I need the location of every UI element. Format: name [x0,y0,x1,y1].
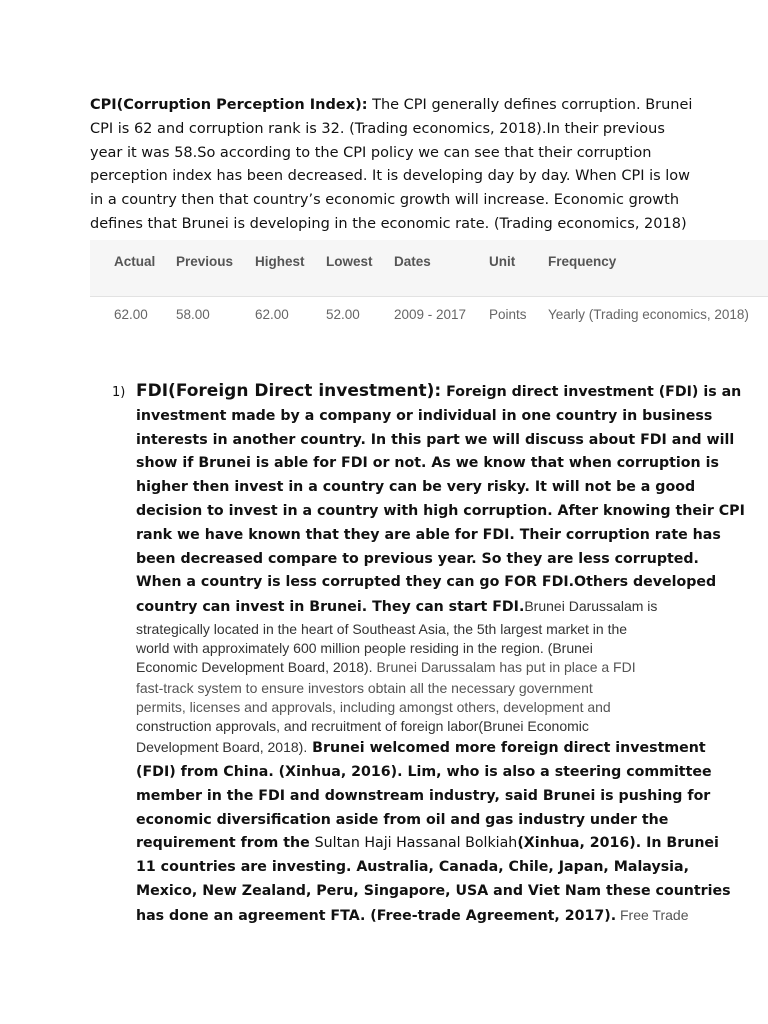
column-header: Lowest [326,254,373,269]
fdi-line: Brunei welcomed more foreign direct investment [307,740,706,757]
table-cell: 58.00 [176,307,210,322]
cpi-line: CPI is 62 and corruption rank is 32. (Trading economics, 2018).In their previous [90,120,665,137]
fdi-line: Economic Development Board, 2018). [136,659,373,676]
table-cell: 62.00 [255,307,289,322]
fdi-line: world with approximately 600 million people residing in the region. (Brunei [136,640,593,657]
list-number: 1) [112,385,126,400]
cpi-paragraph [90,94,693,237]
column-header: Highest [255,254,305,269]
fdi-line: Sultan Haji Hassanal Bolkiah [314,835,518,852]
fdi-line: rank we have known that they are able for FDI. Their corruption rate has [136,526,721,543]
fdi-line: Brunei Darussalam has put in place a FDI [372,659,636,676]
cpi-line: The CPI generally defines corruption. Brunei [367,97,693,113]
fdi-line: country can invest in Brunei. They can start FDI. [136,599,525,616]
cpi-table [90,240,768,322]
fdi-line: Free Trade [616,906,689,923]
table-cell: 62.00 [114,307,148,322]
column-header: Previous [176,254,234,269]
column-header: Actual [114,254,156,269]
cpi-line: perception index has been decreased. It is developing day by day. When CPI is low [90,168,691,185]
table-cell: Points [489,307,527,322]
fdi-paragraph [136,380,745,929]
table-cell: 2009 - 2017 [394,307,467,322]
fdi-line: member in the FDI and downstream industry, said Brunei is pushing for [136,787,711,804]
fdi-line: construction approvals, and recruitment of foreign labor(Brunei Economic [136,717,589,734]
fdi-line: has done an agreement FTA. (Free-trade Agreement, 2017). [136,907,617,924]
table-header-row [90,240,768,297]
table-cell: Yearly (Trading economics, 2018) [548,307,749,322]
fdi-line: show if Brunei is able for FDI or not. As we know that when corruption is [136,455,719,472]
fdi-line: (FDI) from China. (Xinhua, 2016). Lim, who is also a steering committee [136,763,712,780]
fdi-line: Mexico, New Zealand, Peru, Singapore, USA and Viet Nam these countries [136,882,731,899]
fdi-line: investment made by a company or individual in one country in business [136,407,713,424]
fdi-line: been decreased compare to previous year. So they are less corrupted. [136,550,699,567]
fdi-line: requirement from the [136,835,315,852]
column-header: Frequency [548,254,617,269]
fdi-line: 11 countries are investing. Australia, Canada, Chile, Japan, Malaysia, [136,859,689,876]
fdi-line: fast-track system to ensure investors obtain all the necessary government [136,679,593,696]
table-cell: 52.00 [326,307,360,322]
fdi-line: (Xinhua, 2016). In Brunei [517,835,719,852]
fdi-line: Brunei Darussalam is [524,598,658,615]
cpi-line: defines that Brunei is developing in the economic rate. (Trading economics, 2018) [90,215,687,232]
fdi-line: decision to invest in a country with high corruption. After knowing their CPI [136,502,745,519]
column-header: Unit [489,254,516,269]
cpi-line: in a country then that country’s economic growth will increase. Economic growth [90,192,680,209]
fdi-line: permits, licenses and approvals, including amongst others, development and [136,698,611,715]
fdi-line: interests in another country. In this part we will discuss about FDI and will [136,431,735,448]
fdi-heading: FDI(Foreign Direct investment): [136,381,442,401]
fdi-line: Foreign direct investment (FDI) is an [441,384,742,400]
fdi-line: economic diversification aside from oil and gas industry under the [136,811,669,828]
fdi-line: strategically located in the heart of Southeast Asia, the 5th largest market in the [136,620,628,637]
fdi-line: When a country is less corrupted they can go FOR FDI.Others developed [136,574,717,591]
fdi-line: Development Board, 2018). [136,739,308,756]
fdi-line: higher then invest in a country can be very risky. It will not be a good [136,479,696,496]
column-header: Dates [394,254,431,269]
cpi-line: year it was 58.So according to the CPI policy we can see that their corruption [90,144,652,161]
cpi-heading: CPI(Corruption Perception Index): [90,97,368,113]
